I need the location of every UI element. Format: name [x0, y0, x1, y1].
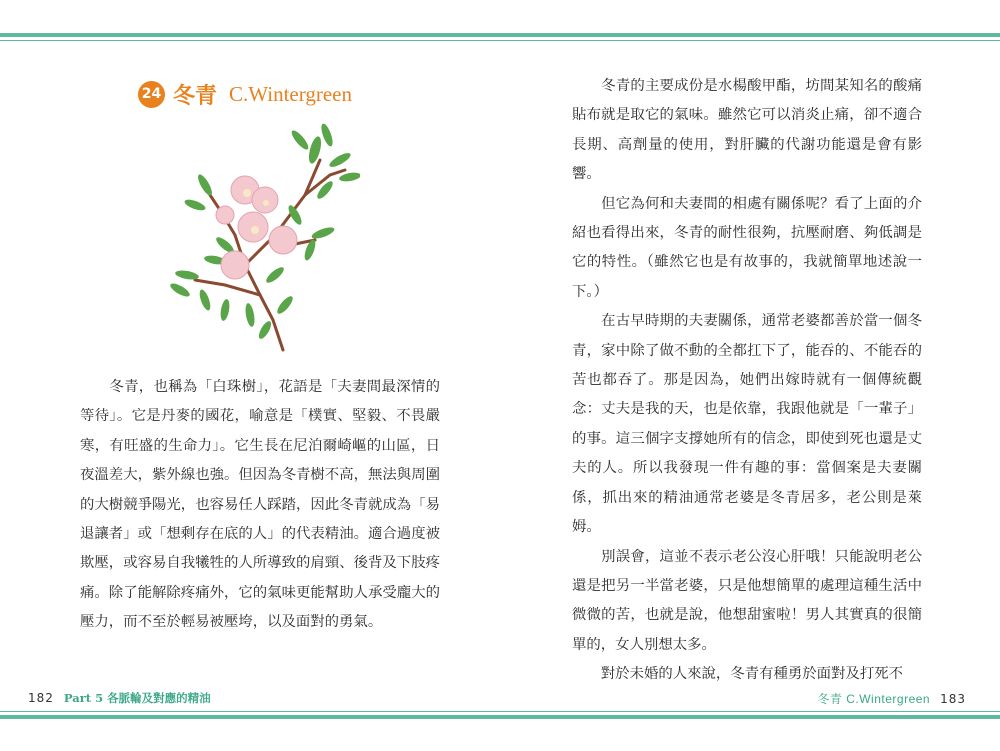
- left-page-number: 182: [28, 691, 54, 705]
- chapter-number-badge: 24: [138, 81, 165, 108]
- top-rule-thin: [0, 40, 1000, 41]
- right-paragraph: 冬青的主要成份是水楊酸甲酯，坊間某知名的酸痛貼布就是取它的氣味。雖然它可以消炎止痛，卻不適合長期、高劑量的使用，對肝臟的代謝功能還是會有影響。: [572, 78, 922, 183]
- left-page-body: [80, 373, 440, 638]
- right-paragraph: 但它為何和夫妻間的相處有關係呢？看了上面的介紹也看得出來，冬青的耐性很夠，抗壓耐磨、夠低調是它的特性。（雖然它也是有故事的，我就簡單地述說一下。）: [572, 195, 922, 300]
- right-page-body: [572, 72, 922, 690]
- right-page-number: 183: [940, 691, 966, 706]
- left-paragraph: 冬青，也稱為「白珠樹」，花語是「夫妻間最深情的等待」。它是丹麥的國花，喻意是「樸實、堅毅、不畏嚴寒，有旺盛的生命力」。它生長在尼泊爾崎嶇的山區，日夜溫差大，紫外線也強。但因為冬青樹不高，無法與周圍的大樹競爭陽光，也容易任人踩踏，因此冬青就成為「易退讓者」或「想剩存在底的人」的代表精油。適合過度被欺壓，或容易自我犧牲的人所導致的肩頸、後背及下肢疼痛。除了能解除疼痛外，它的氣味更能幫助人承受龐大的壓力，而不至於輕易被壓垮，以及面對的勇氣。: [80, 379, 440, 631]
- chapter-title-en: C.Wintergreen: [229, 81, 352, 106]
- right-paragraph: 在古早時期的夫妻關係，通常老婆都善於當一個冬青，家中除了做不動的全都扛下了，能吞的、不能吞的苦也都吞了。那是因為，她們出嫁時就有一個傳統觀念：丈夫是我的天，也是依靠，我跟他就是「一輩子」的事。這三個字支撐她所有的信念，即使到死也還是丈夫的人。所以我發現一件有趣的事：當個案是夫妻關係，抓出來的精油通常老婆是冬青居多，老公則是萊姆。: [572, 313, 922, 536]
- top-rule-thick: [0, 33, 1000, 37]
- left-running-head: Part 5 各脈輪及對應的精油: [63, 691, 211, 705]
- chapter-title-zh: 冬青: [173, 82, 218, 109]
- footer-left: [28, 690, 211, 706]
- chapter-title: [138, 78, 352, 110]
- right-running-head: 冬青 C.Wintergreen: [817, 692, 931, 706]
- wintergreen-illustration: [165, 115, 360, 355]
- bottom-rule-thick: [0, 715, 1000, 719]
- right-paragraph: 別誤會，這並不表示老公沒心肝哦！只能說明老公還是把另一半當老婆，只是他想簡單的處理這種生活中微微的苦，也就是說，他想甜蜜啦！男人其實真的很簡單的，女人別想太多。: [572, 548, 922, 653]
- footer-right: [817, 690, 966, 707]
- right-paragraph: 對於未婚的人來說，冬青有種勇於面對及打死不: [572, 666, 903, 683]
- bottom-rule-thin: [0, 711, 1000, 712]
